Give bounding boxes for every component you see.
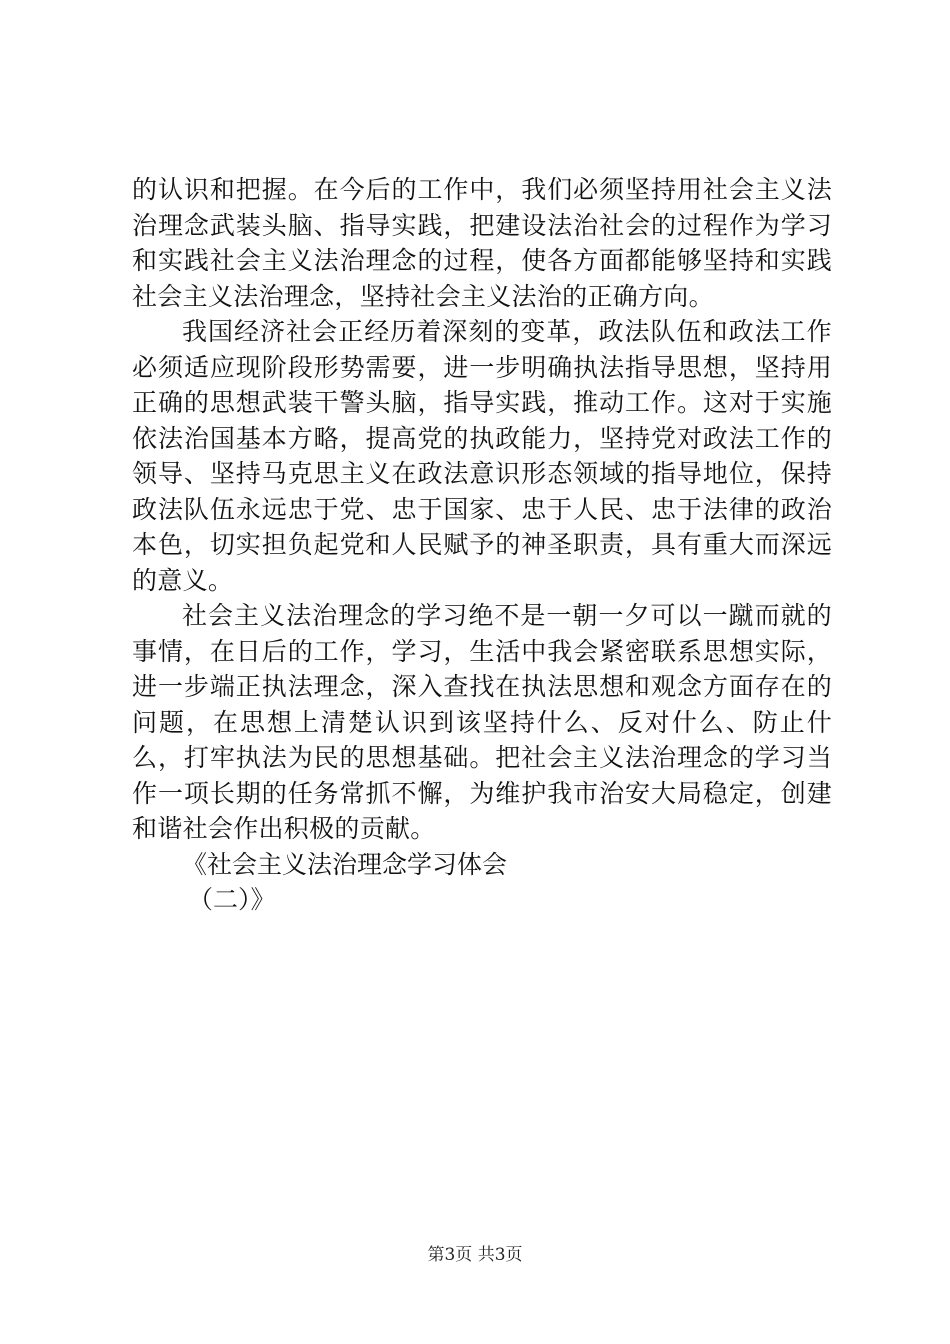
document-title-line-1: 《社会主义法治理念学习体会 [182,849,508,879]
paragraph-3: 社会主义法治理念的学习绝不是一朝一夕可以一蹴而就的事情，在日后的工作，学习，生活中我会紧密联系思想实际，进一步端正执法理念，深入查找在执法思想和观念方面存在的问题，在思想上清楚认识到该坚持什么、反对什么、防止什么，打牢执法为民的思想基础。把社会主义法治理念的学习当作一项长期的任务常抓不懈，为维护我市治安大局稳定，创建和谐社会作出积极的贡献。 [132,601,832,843]
document-body [132,172,832,918]
paragraph-2: 我国经济社会正经历着深刻的变革，政法队伍和政法工作必须适应现阶段形势需要，进一步明确执法指导思想，坚持用正确的思想武装干警头脑，指导实践，推动工作。这对于实施依法治国基本方略，提高党的执政能力，坚持党对政法工作的领导、坚持马克思主义在政法意识形态领域的指导地位，保持政法队伍永远忠于党、忠于国家、忠于人民、忠于法律的政治本色，切实担负起党和人民赋予的神圣职责，具有重大而深远的意义。 [132,317,832,595]
page-footer: 第3页 共3页 [427,1245,523,1265]
document-title-line-2: （二）》 [188,885,276,914]
paragraph-1: 的认识和把握。在今后的工作中，我们必须坚持用社会主义法治理念武装头脑、指导实践，把建设法治社会的过程作为学习和实践社会主义法治理念的过程，使各方面都能够坚持和实践社会主义法治理念，坚持社会主义法治的正确方向。 [132,175,832,311]
